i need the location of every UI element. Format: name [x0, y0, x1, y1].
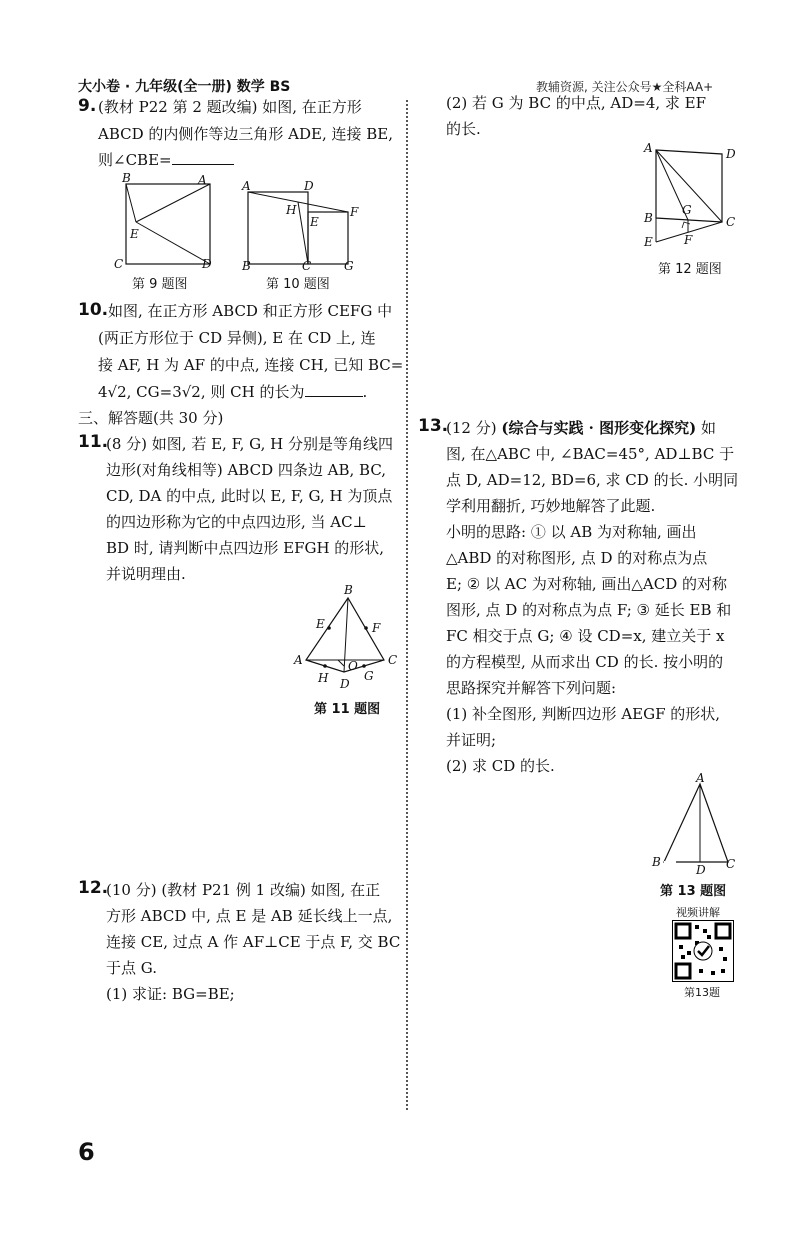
q13-label-C: C: [726, 857, 736, 871]
q13-number: 13.: [418, 416, 449, 436]
header-left: 大小卷 · 九年级(全一册) 数学 BS: [78, 79, 291, 95]
header-right: 教辅资源, 关注公众号★全科AA+: [536, 80, 714, 94]
q11-label-D: D: [340, 677, 350, 691]
q12-label-D: D: [726, 147, 736, 161]
qr-pattern: [673, 921, 733, 981]
video-label: 视频讲解: [676, 906, 720, 919]
qr-caption: 第13题: [684, 986, 720, 999]
q13-figure: [644, 770, 740, 876]
q9-line1: (教材 P22 第 2 题改编) 如图, 在正方形: [98, 98, 362, 116]
q9-label-D: D: [202, 257, 212, 271]
q12-line3: 连接 CE, 过点 A 作 AF⊥CE 于点 F, 交 BC: [106, 933, 401, 951]
q11-label-A: A: [294, 653, 303, 667]
q11-line4: 的四边形称为它的中点四边形, 当 AC⊥: [106, 513, 367, 531]
q12-label-G: G: [682, 203, 692, 217]
q12-line2: 方形 ABCD 中, 点 E 是 AB 延长线上一点,: [106, 907, 393, 925]
q10-answer-blank[interactable]: [305, 382, 363, 397]
section3-title: 三、解答题(共 30 分): [78, 409, 224, 427]
q10-figure: [236, 172, 362, 272]
q9-label-A: A: [198, 173, 207, 187]
q9-figure: [112, 172, 222, 272]
q11-line3: CD, DA 的中点, 此时以 E, F, G, H 为顶点: [106, 487, 393, 505]
q11-line5: BD 时, 请判断中点四边形 EFGH 的形状,: [106, 539, 385, 557]
q13-label-B: B: [652, 855, 661, 869]
q10-label-E: E: [310, 215, 319, 229]
q13-line10: 的方程模型, 从而求出 CD 的长. 按小明的: [446, 653, 724, 671]
q10-line3: 接 AF, H 为 AF 的中点, 连接 CH, 已知 BC=: [98, 356, 404, 374]
q13-line7: E; ② 以 AC 为对称轴, 画出△ACD 的对称: [446, 575, 728, 593]
q10-line4-text: 4√2, CG=3√2, 则 CH 的长为: [98, 383, 305, 401]
q10-line2: (两正方形位于 CD 异侧), E 在 CD 上, 连: [98, 329, 376, 347]
q13-line1-topic: (综合与实践 · 图形变化探究): [501, 419, 697, 437]
q11-caption: 第 11 题图: [314, 702, 381, 717]
q11-line1: (8 分) 如图, 若 E, F, G, H 分别是等角线四: [106, 435, 394, 453]
q13-caption: 第 13 题图: [660, 884, 727, 899]
q11-number: 11.: [78, 432, 109, 452]
q10-label-F: F: [350, 205, 359, 219]
q13-line4: 学利用翻折, 巧妙地解答了此题.: [446, 497, 656, 515]
q11-figure: [292, 582, 402, 694]
q9-answer-blank[interactable]: [172, 150, 234, 165]
q11-label-G: G: [364, 669, 374, 683]
q10-label-A: A: [242, 179, 251, 193]
q13-line6: △ABD 的对称图形, 点 D 的对称点为点: [446, 549, 708, 567]
q13-line12: (1) 补全图形, 判断四边形 AEGF 的形状,: [446, 705, 721, 723]
q11-label-E: E: [316, 617, 325, 631]
q11-label-H: H: [318, 671, 329, 685]
q10-label-G: G: [344, 259, 354, 272]
q9-line3-text: 则∠CBE=: [98, 151, 172, 169]
q13-line1-score: (12 分): [446, 419, 497, 437]
q9-label-C: C: [114, 257, 124, 271]
q10-label-B: B: [242, 259, 251, 272]
q13-line8: 图形, 点 D 的对称点为点 F; ③ 延长 EB 和: [446, 601, 732, 619]
q10-line4: 4√2, CG=3√2, 则 CH 的长为 .: [98, 383, 368, 401]
q10-label-H: H: [286, 203, 297, 217]
q11-line6: 并说明理由.: [106, 565, 186, 583]
q13-line13: 并证明;: [446, 731, 497, 749]
q10-number: 10.: [78, 300, 109, 320]
q11-label-B: B: [344, 583, 353, 597]
q12-line1: (10 分) (教材 P21 例 1 改编) 如图, 在正: [106, 881, 381, 899]
q13-label-A: A: [696, 771, 705, 785]
q13-line1: [446, 418, 716, 438]
q13-line5: 小明的思路: ① 以 AB 为对称轴, 画出: [446, 523, 697, 541]
q13-line3: 点 D, AD=12, BD=6, 求 CD 的长. 小明同: [446, 471, 739, 489]
qr-code[interactable]: [672, 920, 734, 982]
q11-label-C: C: [388, 653, 398, 667]
q9-label-E: E: [130, 227, 139, 241]
q12-number: 12.: [78, 878, 109, 898]
q10-caption: 第 10 题图: [266, 277, 330, 292]
q12-label-E: E: [644, 235, 653, 249]
q13-line2: 图, 在△ABC 中, ∠BAC=45°, AD⊥BC 于: [446, 445, 735, 463]
q10-line1: 如图, 在正方形 ABCD 和正方形 CEFG 中: [108, 302, 393, 320]
q13-line1-end: 如: [701, 419, 717, 437]
q9-caption: 第 9 题图: [132, 277, 188, 292]
column-divider: [406, 100, 408, 1110]
q13-line11: 思路探究并解答下列问题:: [446, 679, 617, 697]
q9-number: 9.: [78, 96, 97, 116]
q13-line9: FC 相交于点 G; ④ 设 CD=x, 建立关于 x: [446, 627, 725, 645]
q10-label-D: D: [304, 179, 314, 193]
q12-right-line2: 的长.: [446, 120, 481, 138]
q12-label-B: B: [644, 211, 653, 225]
q12-line5: (1) 求证: BG=BE;: [106, 985, 235, 1003]
q12-label-C: C: [726, 215, 736, 229]
q12-caption: 第 12 题图: [658, 262, 722, 277]
q12-label-A: A: [644, 141, 653, 155]
q13-label-D: D: [696, 863, 706, 876]
q10-label-C: C: [302, 259, 312, 272]
q11-label-O: O: [348, 659, 358, 673]
q9-label-B: B: [122, 172, 131, 185]
q12-right-line1: (2) 若 G 为 BC 的中点, AD=4, 求 EF: [446, 94, 707, 112]
q12-figure: [640, 138, 744, 254]
q13-line14: (2) 求 CD 的长.: [446, 757, 555, 775]
page-number: 6: [78, 1138, 95, 1166]
q12-line4: 于点 G.: [106, 959, 157, 977]
q9-line2: ABCD 的内侧作等边三角形 ADE, 连接 BE,: [98, 125, 394, 143]
q9-line3: [98, 150, 234, 170]
q11-label-F: F: [372, 621, 381, 635]
q11-line2: 边形(对角线相等) ABCD 四条边 AB, BC,: [106, 461, 387, 479]
q12-label-F: F: [684, 233, 693, 247]
